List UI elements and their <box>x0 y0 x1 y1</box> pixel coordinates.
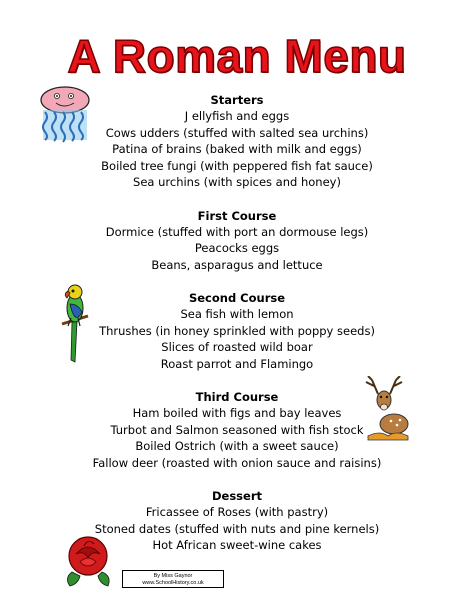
section-heading: Third Course <box>195 390 279 404</box>
menu-item: J ellyfish and eggs <box>184 109 290 123</box>
credit-website: www.SchoolHistory.co.uk <box>142 580 204 586</box>
menu-item: Cows udders (stuffed with salted sea urchins) <box>105 125 369 140</box>
section-heading: Starters <box>210 93 264 107</box>
menu-item: Turbot and Salmon seasoned with fish stock <box>110 422 364 437</box>
menu-item: Hot African sweet-wine cakes <box>152 538 322 552</box>
menu-section <box>0 290 474 372</box>
menu-item: Roast parrot and Flamingo <box>160 356 314 371</box>
menu-item: Sea urchins (with spices and honey) <box>133 175 341 189</box>
section-heading: First Course <box>197 208 277 223</box>
menu-item: Patina of brains (baked with milk and eggs) <box>112 142 362 156</box>
menu-item: Beans, asparagus and lettuce <box>151 257 323 272</box>
section-heading: Dessert <box>211 489 262 503</box>
menu-section <box>0 488 474 554</box>
menu-item: Stoned dates (stuffed with nuts and pine kernels) <box>94 521 380 536</box>
menu-item: Dormice (stuffed with port an dormouse legs) <box>105 224 369 239</box>
menu-item: Boiled Ostrich (with a sweet sauce) <box>135 439 339 453</box>
menu-item: Thrushes (in honey sprinkled with poppy seeds) <box>99 323 375 338</box>
menu-item: Peacocks eggs <box>194 241 280 255</box>
menu-section <box>0 389 474 471</box>
menu-section <box>0 92 474 191</box>
menu-item: Boiled tree fungi (with peppered fish fat sauce) <box>101 158 373 173</box>
menu-list <box>0 92 474 571</box>
page-title: A Roman Menu <box>67 30 407 82</box>
credit-box <box>122 570 224 588</box>
credit-author: By Miss Gaynor <box>153 573 193 579</box>
menu-item: Slices of roasted wild boar <box>161 340 313 354</box>
menu-item: Fricassee of Roses (with pastry) <box>145 505 329 519</box>
menu-item: Sea fish with lemon <box>180 307 294 321</box>
section-heading: Second Course <box>188 291 286 305</box>
menu-item: Fallow deer (roasted with onion sauce and raisins) <box>92 455 382 470</box>
menu-item: Ham boiled with figs and bay leaves <box>132 406 342 420</box>
menu-section <box>0 208 474 274</box>
